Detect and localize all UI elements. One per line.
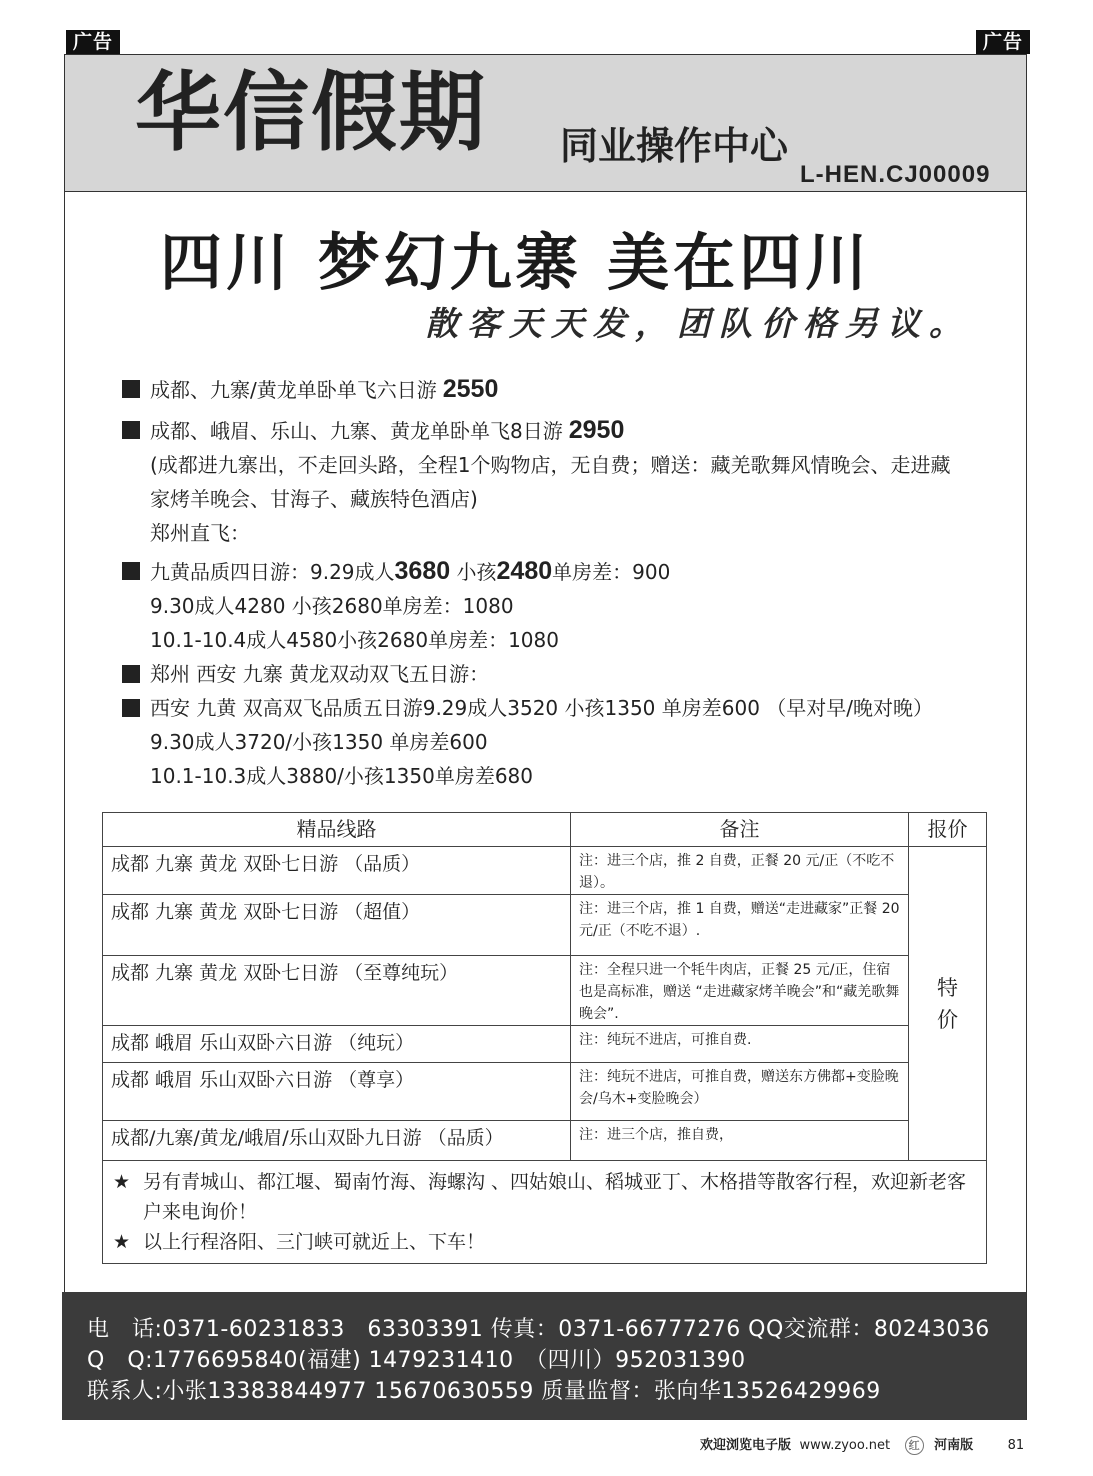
contact-person: 联系人:小张13383844977 15670630559 质量监督：张向华13526429969 — [87, 1379, 881, 1404]
route-remark: 注：纯玩不进店，可推自费，赠送东方佛都+变脸晚会/乌木+变脸晚会） — [571, 1063, 909, 1121]
headline: 四川 梦幻九寨 美在四川 — [160, 226, 872, 299]
extra-note: ★ 另有青城山、都江堰、蜀南竹海、海螺沟 、四姑娘山、稻城亚丁、木格措等散客行程，欢迎新老客户来电询价！ — [113, 1167, 976, 1227]
route-item: 九黄品质四日游：9.29成人3680 小孩2480单房差：900 — [120, 554, 1000, 589]
column-header: 报价 — [909, 813, 987, 847]
star-icon: ★ — [113, 1231, 131, 1253]
publisher-logo-icon: 红 — [905, 1436, 924, 1455]
route-remark: 注：进三个店，推 2 自费，正餐 20 元/正（不吃不退）。 — [571, 847, 909, 895]
route-subheading: 郑州直飞： — [150, 521, 250, 545]
route-price-line: 9.30成人3720/小孩1350 单房差600 — [150, 730, 488, 754]
column-header: 精品线路 — [103, 813, 571, 847]
route-name: 成都 峨眉 乐山双卧六日游 （尊享） — [103, 1063, 571, 1121]
page-footer — [700, 1434, 1024, 1455]
ad-tag-left: 广告 — [66, 30, 120, 54]
route-item: 成都、九寨/黄龙单卧单飞六日游 2550 — [120, 372, 1000, 407]
table-row — [103, 956, 987, 1026]
route-remark: 注：进三个店，推 1 自费，赠送“走进藏家”正餐 20 元/正（不吃不退）. — [571, 895, 909, 956]
table-row — [103, 1063, 987, 1121]
extras-cell — [103, 1161, 987, 1264]
route-name: 成都 九寨 黄龙 双卧七日游 （品质） — [103, 847, 571, 895]
route-item: 成都、峨眉、乐山、九寨、黄龙单卧单飞8日游 2950 — [120, 413, 1000, 448]
route-price-line: 10.1-10.3成人3880/小孩1350单房差680 — [150, 764, 533, 788]
site-url[interactable]: www.zyoo.net — [799, 1438, 891, 1453]
route-name: 成都 峨眉 乐山双卧六日游 （纯玩） — [103, 1026, 571, 1063]
contact-footer — [62, 1292, 1026, 1420]
table-header-row — [103, 813, 987, 847]
table-row — [103, 847, 987, 895]
route-note: (成都进九寨出，不走回头路，全程1个购物店，无自费；赠送：藏羌歌舞风情晚会、走进藏 — [150, 453, 951, 477]
route-name: 成都 九寨 黄龙 双卧七日游 （至尊纯玩） — [103, 956, 571, 1026]
contact-phone: 电 话:0371-60231833 63303391 传真：0371-66777276 QQ交流群：80243036 — [87, 1317, 990, 1342]
edition-label: 河南版 — [934, 1438, 974, 1453]
route-name: 成都 九寨 黄龙 双卧七日游 （超值） — [103, 895, 571, 956]
route-list — [120, 372, 1000, 793]
page-number: 81 — [1007, 1438, 1025, 1453]
route-price-line: 9.30成人4280 小孩2680单房差：1080 — [150, 594, 514, 618]
table-extras-row — [103, 1161, 987, 1264]
contact-qq: Q Q:1776695840(福建) 1479231410 （四川）952031390 — [87, 1348, 746, 1373]
route-remark: 注：进三个店，推自费， — [571, 1121, 909, 1161]
table-row — [103, 1026, 987, 1063]
special-price: 特价 — [909, 847, 987, 1161]
route-price-line: 10.1-10.4成人4580小孩2680单房差：1080 — [150, 628, 559, 652]
route-note: 家烤羊晚会、甘海子、藏族特色酒店) — [150, 487, 478, 511]
star-icon: ★ — [113, 1171, 131, 1193]
table-row — [103, 1121, 987, 1161]
route-remark: 注：纯玩不进店，可推自费. — [571, 1026, 909, 1063]
extra-note: ★ 以上行程洛阳、三门峡可就近上、下车！ — [113, 1227, 976, 1257]
license-number: L-HEN.CJ00009 — [800, 161, 991, 188]
table-row — [103, 895, 987, 956]
brand-name: 华信假期 — [135, 63, 487, 163]
column-header: 备注 — [571, 813, 909, 847]
brand-subtitle: 同业操作中心 — [560, 124, 789, 168]
route-remark: 注：全程只进一个牦牛肉店，正餐 25 元/正，住宿也是高标准，赠送 “走进藏家烤羊晚会”和“藏羌歌舞晚会”. — [571, 956, 909, 1026]
premium-routes-table — [102, 812, 987, 1264]
ad-tag-right: 广告 — [976, 30, 1030, 54]
route-item: 郑州 西安 九寨 黄龙双动双飞五日游： — [120, 657, 1000, 691]
welcome-text: 欢迎浏览电子版 — [700, 1438, 792, 1453]
route-name: 成都/九寨/黄龙/峨眉/乐山双卧九日游 （品质） — [103, 1121, 571, 1161]
route-item: 西安 九黄 双高双飞品质五日游9.29成人3520 小孩1350 单房差600 （早对早/晚对晚） — [120, 691, 1000, 725]
slogan: 散客天天发，团队价格另议。 — [425, 304, 971, 343]
